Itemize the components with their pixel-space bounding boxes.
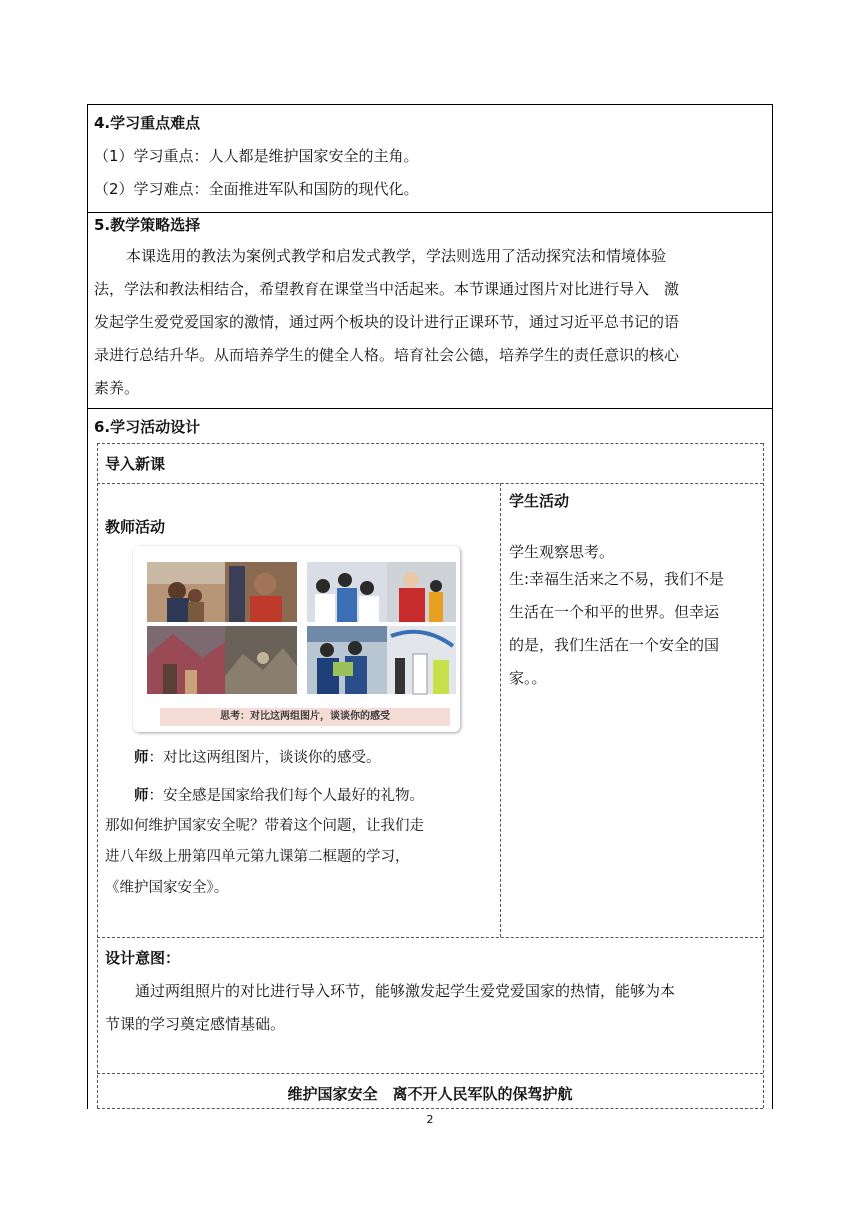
section4-key-point: （1）学习重点：人人都是维护国家安全的主角。 (94, 147, 419, 165)
design-text-line: 节课的学习奠定感情基础。 (105, 1015, 286, 1033)
teacher-text-line: 《维护国家安全》。 (105, 880, 229, 896)
student-text-line: 生活在一个和平的世界。但幸运 (509, 603, 720, 621)
teacher-text-line: 那如何维护国家安全呢？带着这个问题，让我们走 (105, 818, 424, 834)
student-text-line: 的是，我们生活在一个安全的国 (509, 636, 720, 654)
teacher-paragraph (105, 811, 495, 904)
comparison-photo-collage (133, 546, 460, 732)
section5-title: 5.教学策略选择 (94, 216, 201, 234)
comparison-photo (133, 546, 460, 732)
intro-header: 导入新课 (105, 455, 166, 473)
teacher-line-2: 师：安全感是国家给我们每个人最好的礼物。 (134, 787, 424, 804)
section5-line: 录进行总结升华。从而培养学生的健全人格。培育社会公德，培养学生的责任意识的核心 (94, 346, 680, 364)
photo-caption: 思考：对比这两组图片，谈谈你的感受 (160, 708, 450, 726)
teacher-text-line: 进八年级上册第四单元第九课第二框题的学习， (105, 849, 410, 865)
student-activity-text (509, 536, 759, 695)
teacher-prefix: 师 (134, 787, 149, 804)
design-intent-text (105, 975, 760, 1041)
next-section-title: 维护国家安全 离不开人民军队的保驾护航 (287, 1085, 573, 1103)
teacher-line-1: 师：对比这两组图片，谈谈你的感受。 (134, 749, 381, 766)
teacher-prefix: 师 (134, 749, 149, 766)
page-number: 2 (426, 1113, 434, 1126)
section4-title: 4.学习重点难点 (94, 114, 201, 132)
student-activity-label: 学生活动 (509, 492, 570, 510)
design-text-line: 通过两组照片的对比进行导入环节，能够激发起学生爱党爱国家的热情，能够为本 (135, 982, 676, 1000)
teacher-activity-label: 教师活动 (105, 518, 166, 536)
student-text-line: 生:幸福生活来之不易，我们不是 (509, 570, 725, 588)
section5-line: 本课选用的教法为案例式教学和启发式教学，学法则选用了活动探究法和情境体验 (126, 247, 667, 265)
student-text-line: 学生观察思考。 (509, 543, 615, 561)
design-intent-label: 设计意图： (105, 949, 181, 967)
section5-paragraph (94, 240, 766, 405)
section5-line: 素养。 (94, 379, 140, 397)
section4-difficult-point: （2）学习难点：全面推进军队和国防的现代化。 (94, 180, 419, 198)
section5-line: 发起学生爱党爱国家的激情，通过两个板块的设计进行正课环节，通过习近平总书记的语 (94, 313, 680, 331)
section5-line: 法，学法和教法相结合，希望教育在课堂当中活起来。本节课通过图片对比进行导入 激 (94, 280, 680, 298)
student-text-line: 家。。 (509, 669, 547, 687)
section6-title: 6.学习活动设计 (94, 418, 201, 436)
